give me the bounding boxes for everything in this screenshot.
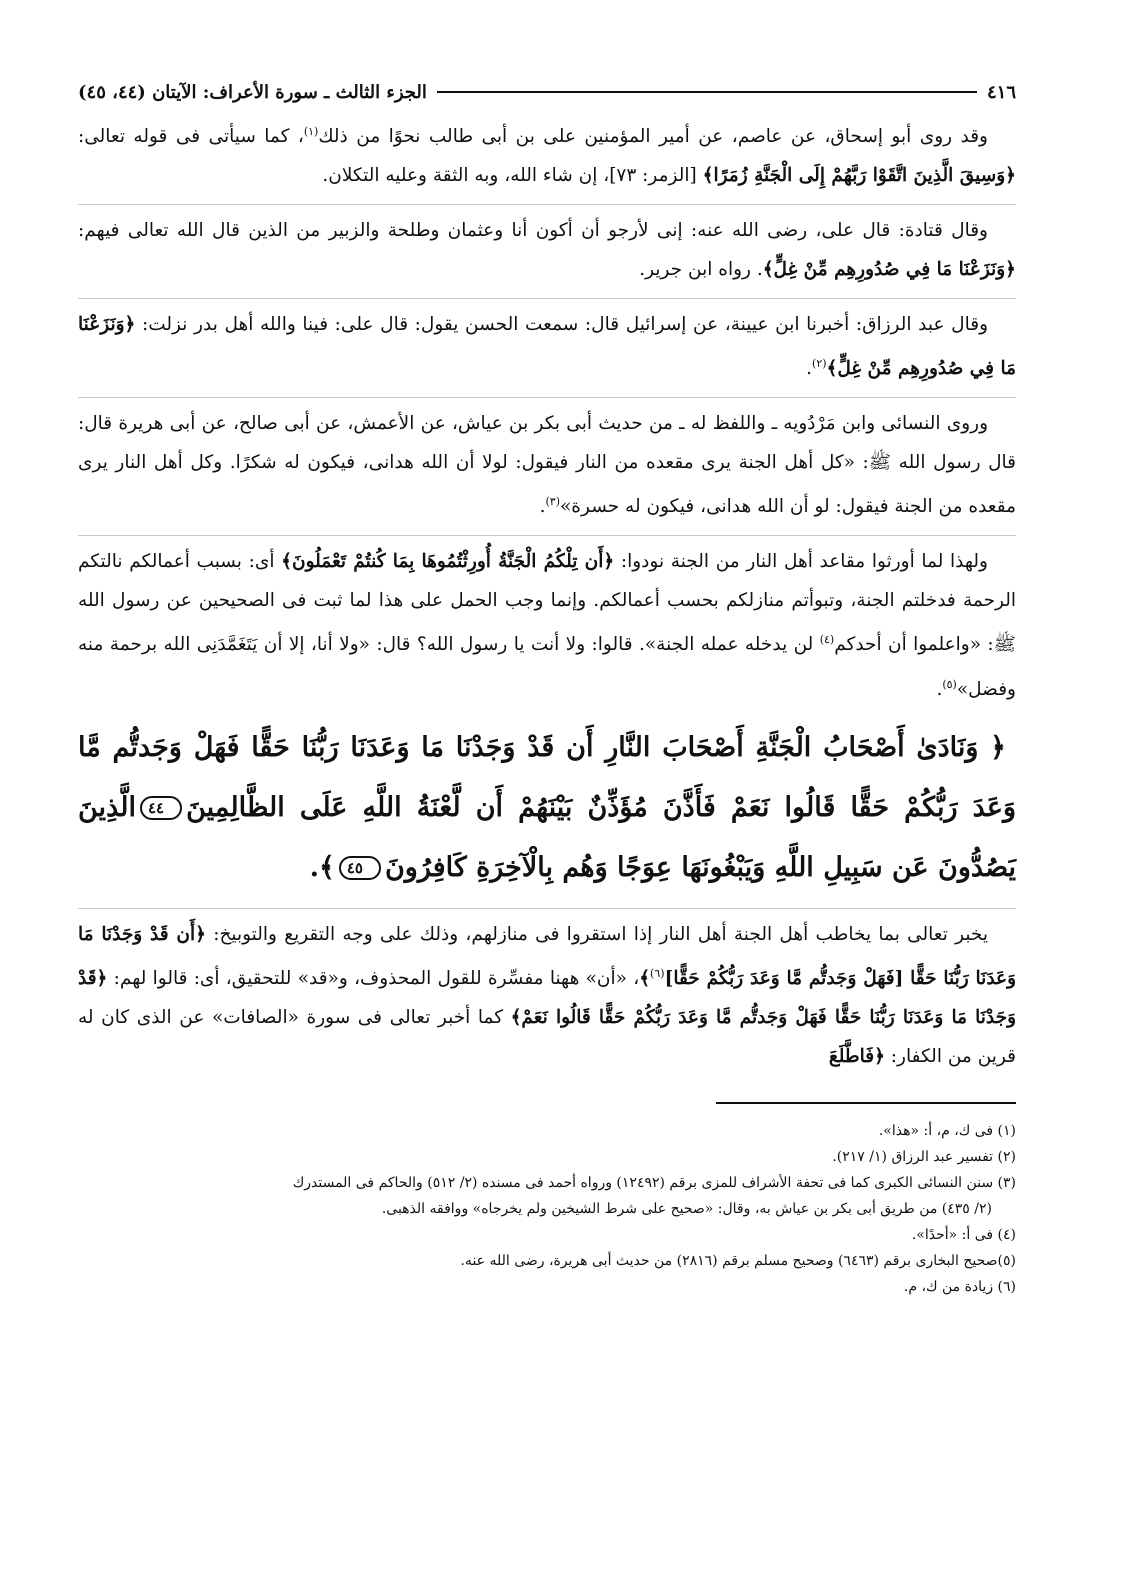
page-number: ٤١٦ <box>986 81 1016 103</box>
quran-quote: ﴿وَنَزَعْنَا مَا فِي صُدُورِهِم مِّنْ غِلٍّ﴾ <box>762 259 1016 281</box>
footnote-5: (٥)صحيح البخارى برقم (٦٤٦٣) وصحيح مسلم برقم (٢٨١٦) من حديث أبى هريرة، رضى الله عنه. <box>460 1252 1016 1269</box>
paragraph-3: وقال عبد الرزاق: أخبرنا ابن عيينة، عن إسرائيل قال: سمعت الحسن يقول: قال على: فينا والله أهل بدر نزلت: ﴿وَنَزَعْنَا مَا فِي صُدُورِهِم مِّنْ غِلٍّ﴾$^{(٢)}$. <box>78 298 1016 388</box>
paragraph-5: ولهذا لما أورثوا مقاعد أهل النار من الجنة نودوا: ﴿أَن تِلْكُمُ الْجَنَّةُ أُورِثْتُمُوهَا بِمَا كُنتُمْ تَعْمَلُونَ﴾ أى: بسبب أعمالكم نالتكم الرحمة فدخلتم الجنة، وتبوأتم منازلكم بحسب أعمالكم. وإنما وجب الحمل على هذا لما ثبت فى الصحيحين عن رسول الله ﷺ: «واعلموا أن أحدكم$^{(٤)}$ لن يدخله عمله الجنة». قالوا: ولا أنت يا رسول الله؟ قال: «ولا أنا، إلا أن يَتَغَمَّدَنِى الله برحمة منه وفضل»$^{(٥)}$. <box>78 535 1016 708</box>
quran-quote: ﴿وَسِيقَ الَّذِينَ اتَّقَوْا رَبَّهُمْ إِلَى الْجَنَّةِ زُمَرًا﴾ <box>702 165 1016 187</box>
footnote-ref: (٣) <box>545 495 560 509</box>
footnote-ref: (٦) <box>650 966 665 980</box>
quran-quote: ﴿فَاطَّلَعَ <box>828 1045 885 1067</box>
header-rule <box>437 91 977 93</box>
ayah-number-marker: ٤٥ <box>339 856 381 880</box>
ayah-number-marker: ٤٤ <box>140 796 182 820</box>
book-page <box>78 72 1016 1300</box>
footnotes <box>78 1118 1016 1300</box>
footnote-ref: (٢) <box>812 357 827 371</box>
footnote-rule <box>716 1102 1016 1104</box>
footnote-1: (١) فى ك، م، أ: «هذا». <box>878 1122 1016 1139</box>
header-title: الجزء الثالث ـ سورة الأعراف: الآيتان (٤٤، ٤٥) <box>78 81 427 103</box>
running-header <box>78 72 1016 112</box>
footnote-6: (٦) زيادة من ك، م. <box>903 1278 1016 1295</box>
paragraph-1: وقد روى أبو إسحاق، عن عاصم، عن أمير المؤمنين على بن أبى طالب نحوًا من ذلك$^{(١)}$، كما سيأتى فى قوله تعالى: ﴿وَسِيقَ الَّذِينَ اتَّقَوْا رَبَّهُمْ إِلَى الْجَنَّةِ زُمَرًا﴾ [الزمر: ٧٣]، إن شاء الله، وبه الثقة وعليه التكلان. <box>78 125 1016 187</box>
footnote-3: (٣) سنن النسائى الكبرى كما فى تحفة الأشراف للمزى برقم (١٢٤٩٢) ورواه أحمد فى مسنده (٢/ ٥١٢) والحاكم فى المستدرك <box>292 1174 1016 1191</box>
paragraph-4: وروى النسائى وابن مَرْدُويه ـ واللفظ له ـ من حديث أبى بكر بن عياش، عن الأعمش، عن أبى صالح، عن أبى هريرة قال: قال رسول الله ﷺ: «كل أهل الجنة يرى مقعده من النار فيقول: لولا أن الله هدانى، فيكون له شكرًا. وكل أهل النار يرى مقعده من الجنة فيقول: لو أن الله هدانى، فيكون له حسرة»$^{(٣)}$. <box>78 397 1016 526</box>
quran-quote: ﴿قَدْ وَجَدْنَا مَا وَعَدَنَا رَبُّنَا حَقًّا فَهَلْ وَجَدتُّم مَّا وَعَدَ رَبُّكُمْ حَقًّا قَالُوا نَعَمْ﴾ <box>78 967 1016 1028</box>
verse-block: ﴿ وَنَادَىٰ أَصْحَابُ الْجَنَّةِ أَصْحَابَ النَّارِ أَن قَدْ وَجَدْنَا مَا وَعَدَنَا رَبُّنَا حَقًّا فَهَلْ وَجَدتُّم مَّا وَعَدَ رَبُّكُمْ حَقًّا قَالُوا نَعَمْ فَأَذَّنَ مُؤَذِّنٌ بَيْنَهُمْ أَن لَّعْنَةُ اللَّهِ عَلَى الظَّالِمِينَ٤٤الَّذِينَ يَصُدُّونَ عَن سَبِيلِ اللَّهِ وَيَبْغُونَهَا عِوَجًا وَهُم بِالْآخِرَةِ كَافِرُونَ٤٥﴾. <box>78 731 1016 883</box>
paragraph-2: وقال قتادة: قال على، رضى الله عنه: إنى لأرجو أن أكون أنا وعثمان وطلحة والزبير من الذين قال الله تعالى فيهم: ﴿وَنَزَعْنَا مَا فِي صُدُورِهِم مِّنْ غِلٍّ﴾. رواه ابن جرير. <box>78 204 1016 289</box>
quran-quote: ﴿أَن تِلْكُمُ الْجَنَّةُ أُورِثْتُمُوهَا بِمَا كُنتُمْ تَعْمَلُونَ﴾ <box>281 551 615 573</box>
footnote-3-continuation: (٢/ ٤٣٥) من طريق أبى بكر بن عياش به، وقال: «صحيح على شرط الشيخين ولم يخرجاه» ووافقه الذهبى. <box>381 1200 992 1217</box>
footnote-ref: (٤) <box>819 633 835 647</box>
footnote-ref: (١) <box>303 125 319 138</box>
quran-quote: ﴿أَن قَدْ وَجَدْنَا مَا وَعَدَنَا رَبُّنَا حَقًّا [فَهَلْ وَجَدتُّم مَّا وَعَدَ رَبُّكُمْ حَقًّا] <box>78 923 1016 989</box>
footnote-ref: (٥) <box>942 677 957 691</box>
footnote-4: (٤) فى أ: «أحدًا». <box>911 1226 1016 1243</box>
footnote-2: (٢) تفسير عبد الرزاق (١/ ٢١٧). <box>832 1148 1016 1165</box>
quran-quote: ﴿وَنَزَعْنَا مَا فِي صُدُورِهِم مِّنْ غِلٍّ﴾ <box>78 314 1016 380</box>
tafsir-paragraph: يخبر تعالى بما يخاطب أهل الجنة أهل النار إذا استقروا فى منازلهم، وذلك على وجه التقريع والتوبيخ: ﴿أَن قَدْ وَجَدْنَا مَا وَعَدَنَا رَبُّنَا حَقًّا [فَهَلْ وَجَدتُّم مَّا وَعَدَ رَبُّكُمْ حَقًّا]$^{(٦)}$﴾، «أن» ههنا مفسِّرة للقول المحذوف، و«قد» للتحقيق، أى: قالوا لهم: ﴿قَدْ وَجَدْنَا مَا وَعَدَنَا رَبُّنَا حَقًّا فَهَلْ وَجَدتُّم مَّا وَعَدَ رَبُّكُمْ حَقًّا قَالُوا نَعَمْ﴾ كما أخبر تعالى فى سورة «الصافات» عن الذى كان له قرين من الكفار: ﴿فَاطَّلَعَ <box>78 908 1016 1076</box>
